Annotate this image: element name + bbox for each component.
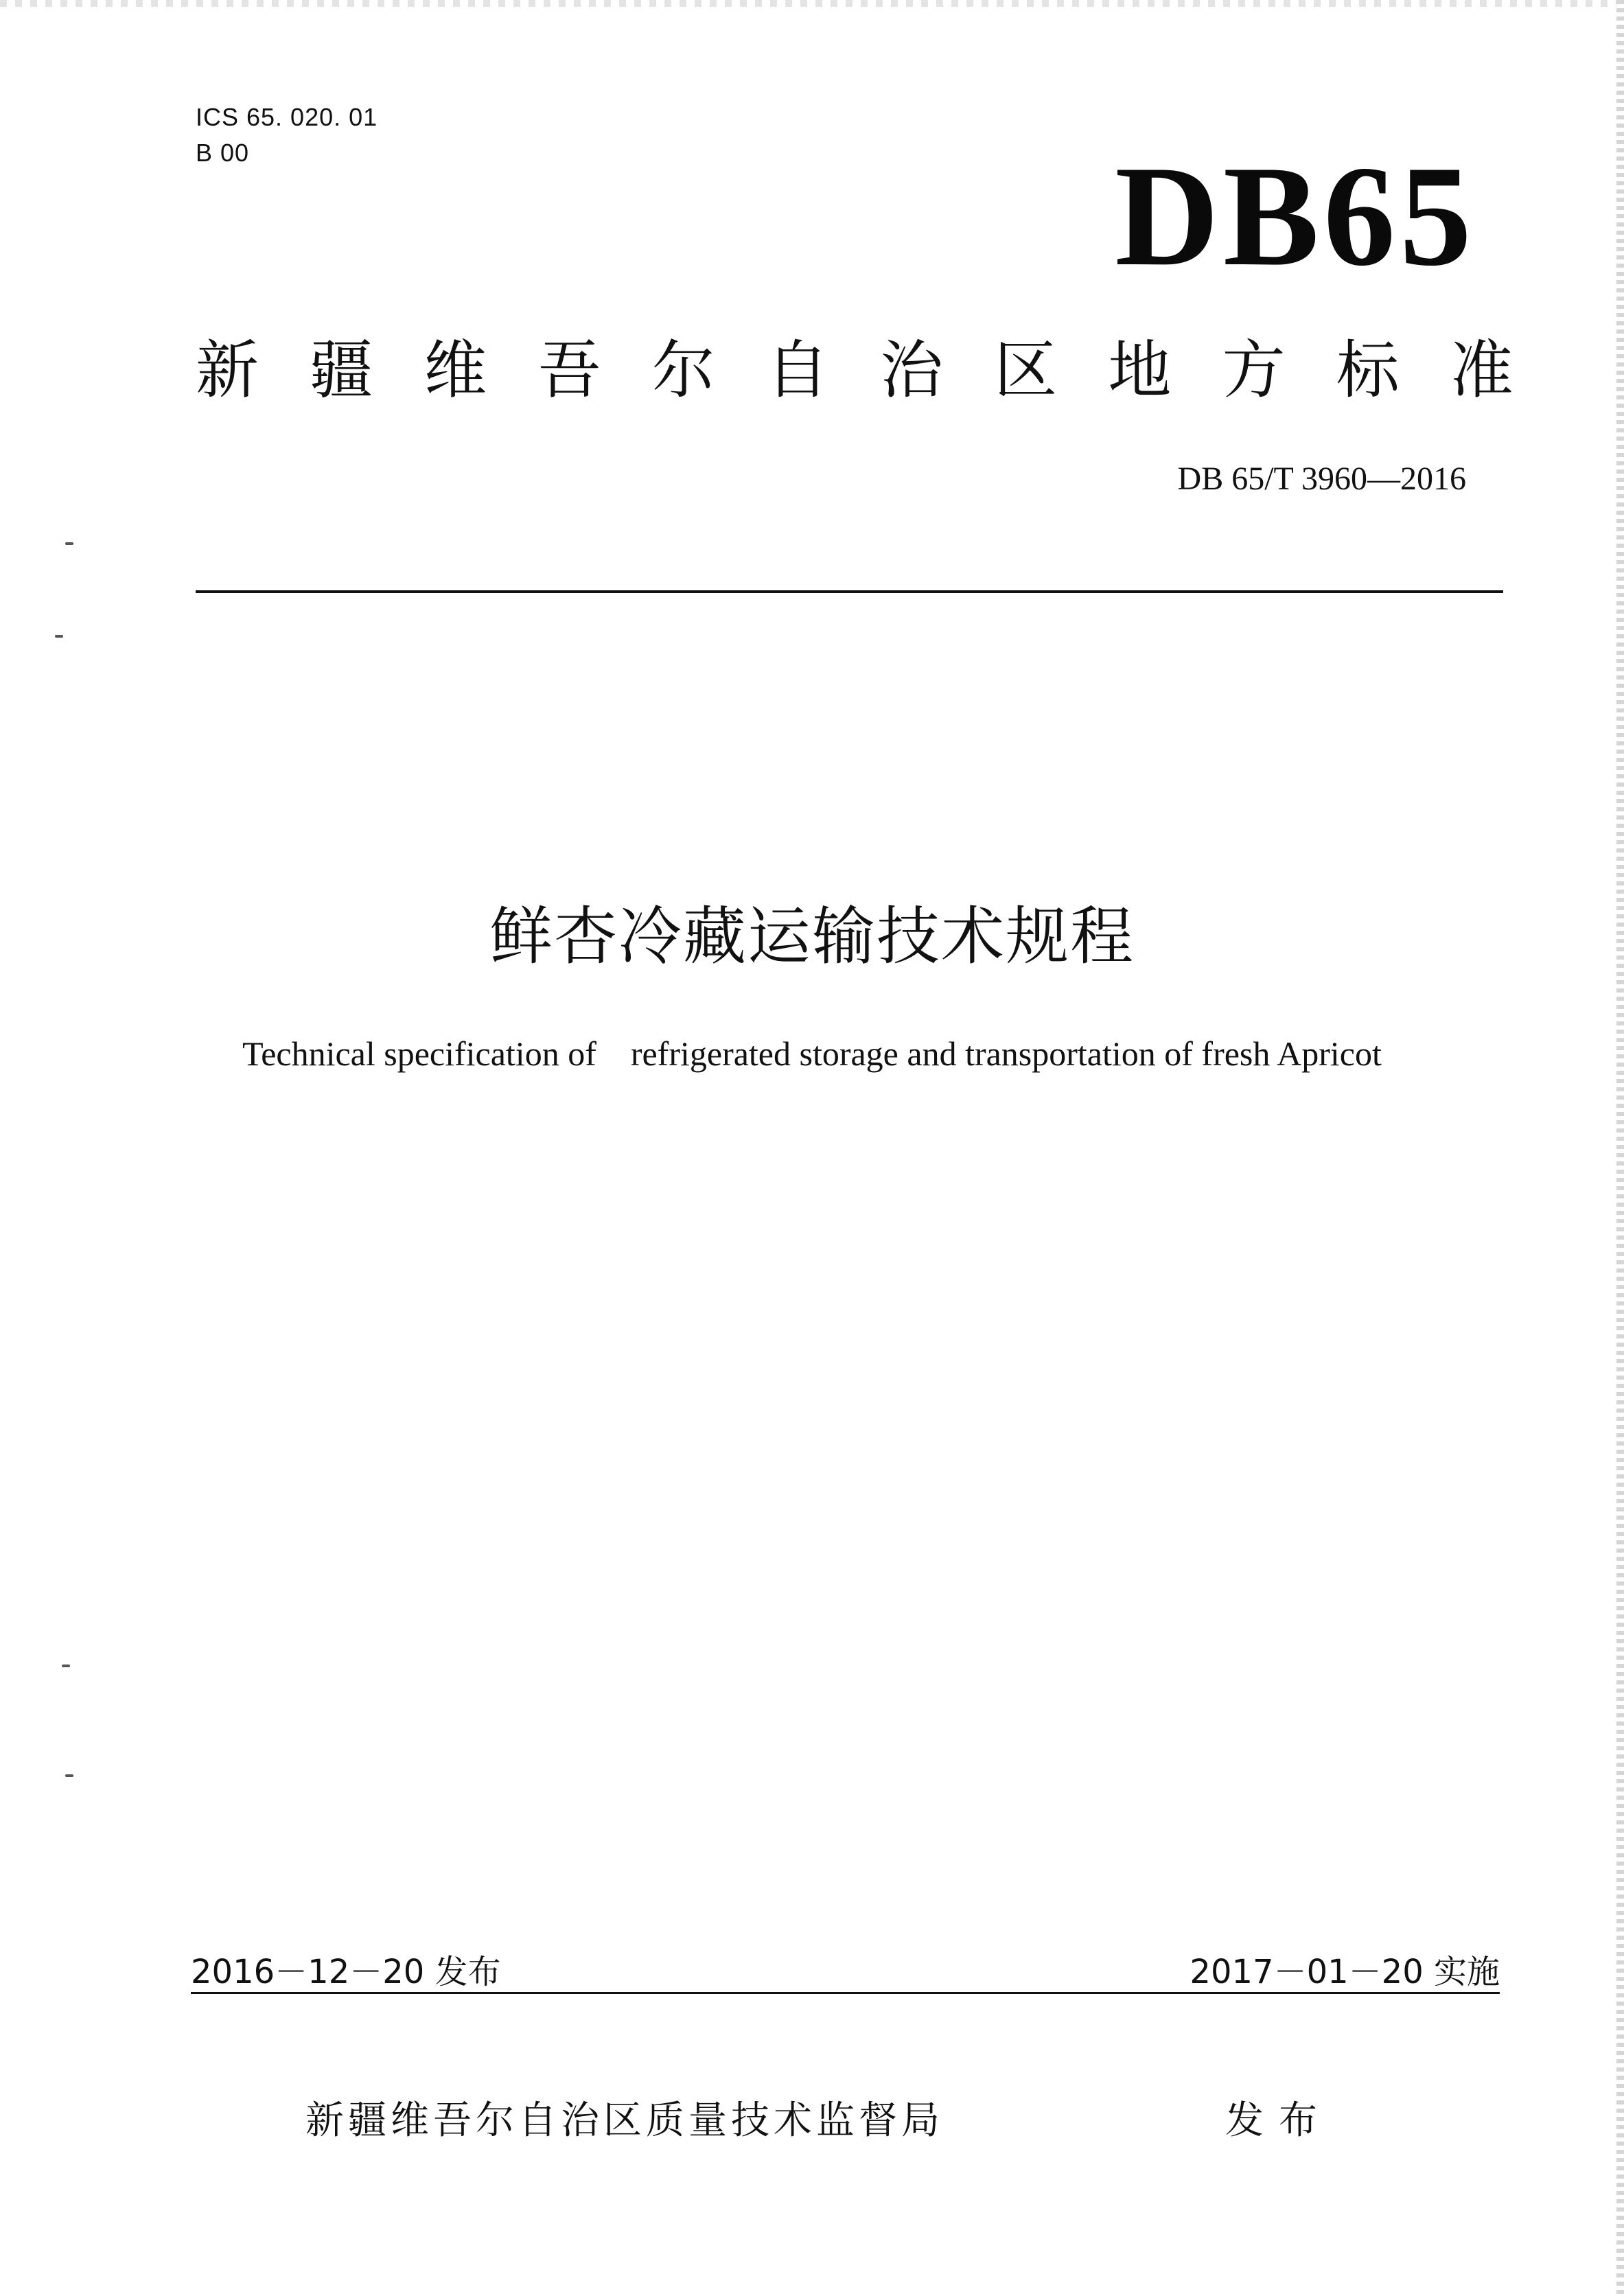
standard-title-char: 区 — [994, 334, 1058, 407]
standard-title-char: 尔 — [651, 334, 715, 407]
document-title-cn: 鲜杏冷藏运输技术规程 — [489, 900, 1135, 973]
standard-title — [196, 329, 1513, 412]
document-title-en: Technical specification of refrigerated storage and transportation of fresh Apricot — [242, 1034, 1382, 1073]
standard-title-char: 治 — [880, 334, 944, 407]
issue-date: 2016－12－20 发布 — [191, 1953, 501, 1991]
standard-title-char: 自 — [765, 334, 829, 407]
standard-title-char: 吾 — [537, 334, 601, 407]
scan-speck — [65, 542, 73, 545]
dates-rule — [191, 1992, 1500, 1994]
standard-title-char: 方 — [1222, 334, 1286, 407]
scan-speck — [62, 1665, 70, 1667]
standard-title-char: 准 — [1450, 334, 1513, 407]
ccs-code: B 00 — [196, 139, 250, 167]
standard-title-char: 新 — [196, 334, 259, 407]
standard-title-char: 标 — [1336, 334, 1400, 407]
issuing-authority: 新疆维吾尔自治区质量技术监督局 — [305, 2098, 944, 2143]
standard-title-char: 地 — [1108, 334, 1172, 407]
db65-logo: DB65 — [1115, 137, 1476, 296]
ics-code: ICS 65. 020. 01 — [196, 103, 378, 131]
scan-edge-top — [0, 0, 1624, 7]
classification-codes — [196, 100, 378, 171]
standard-title-char: 疆 — [310, 334, 373, 407]
header-rule — [196, 590, 1503, 593]
scan-speck — [55, 635, 63, 638]
issuer-suffix: 发布 — [1225, 2098, 1332, 2143]
effective-date: 2017－01－20 实施 — [1190, 1953, 1500, 1991]
scan-speck — [65, 1774, 73, 1777]
standard-code: DB 65/T 3960—2016 — [1177, 461, 1466, 497]
scan-edge-right — [1616, 0, 1624, 2296]
standard-title-char: 维 — [424, 334, 487, 407]
